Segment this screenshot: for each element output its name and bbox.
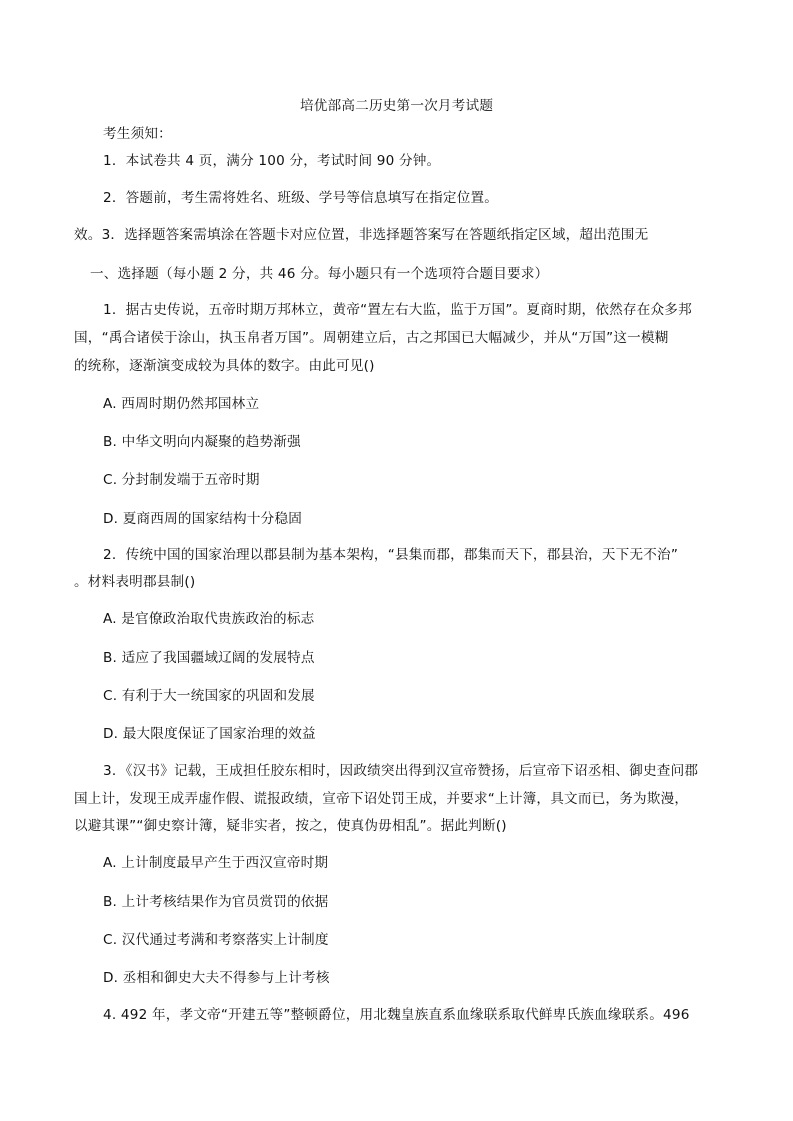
answer-option: B. 适应了我国疆域辽阔的发展特点 [103,650,315,666]
answer-option: D. 丞相和御史大夫不得参与上计考核 [103,970,330,986]
answer-option: D. 最大限度保证了国家治理的效益 [103,726,316,742]
question-stem-line: 的统称，逐渐演变成较为具体的数字。由此可见() [74,358,375,374]
notice-heading: 考生须知： [103,126,172,142]
section-heading: 一、选择题（每小题 2 分，共 46 分。每小题只有一个选项符合题目要求） [90,266,549,282]
answer-option: B. 中华文明向内凝聚的趋势渐强 [103,434,301,450]
answer-option: A. 是官僚政治取代贵族政治的标志 [103,611,315,627]
notice-item: 2．答题前，考生需将姓名、班级、学号等信息填写在指定位置。 [103,190,499,206]
answer-option: C. 有利于大一统国家的巩固和发展 [103,688,315,704]
question-stem-line: 2．传统中国的国家治理以郡县制为基本架构，“县集而郡，郡集而天下，郡县治，天下无不治” [103,547,679,563]
page-title: 培优部高二历史第一次月考试题 [300,98,494,114]
question-stem-line: 以避其课”“御史察计簿，疑非实者，按之，使真伪毋相乱”。据此判断() [74,818,507,834]
question-stem-line: 。材料表明郡县制() [74,574,196,590]
notice-item: 效。3．选择题答案需填涂在答题卡对应位置，非选择题答案写在答题纸指定区域，超出范围无 [74,227,649,243]
answer-option: A. 上计制度最早产生于西汉宣帝时期 [103,855,329,871]
answer-option: A. 西周时期仍然邦国林立 [103,396,260,412]
notice-item: 1．本试卷共 4 页，满分 100 分，考试时间 90 分钟。 [103,153,441,169]
question-stem-line: 3．《汉书》记载，王成担任胶东相时，因政绩突出得到汉宣帝赞扬，后宣帝下诏丞相、御史查问郡 [103,763,699,779]
question-stem-line: 国上计，发现王成弄虚作假、谎报政绩，宣帝下诏处罚王成，并要求“上计簿，具文而已，务为欺漫， [74,791,689,807]
answer-option: B. 上计考核结果作为官员赏罚的依据 [103,894,329,910]
answer-option: D. 夏商西周的国家结构十分稳固 [103,511,303,527]
question-stem-line: 4. 492 年，孝文帝“开建五等”整顿爵位，用北魏皇族直系血缘联系取代鲜卑氏族血缘联系。496 [103,1007,690,1023]
question-stem-line: 国，“禹合诸侯于涂山，执玉帛者万国”。周朝建立后，古之邦国已大幅减少，并从“万国”这一模糊 [74,330,669,346]
answer-option: C. 汉代通过考满和考察落实上计制度 [103,932,329,948]
question-stem-line: 1．据古史传说，五帝时期万邦林立，黄帝“置左右大监，监于万国”。夏商时期，依然存在众多邦 [103,302,692,318]
answer-option: C. 分封制发端于五帝时期 [103,472,260,488]
